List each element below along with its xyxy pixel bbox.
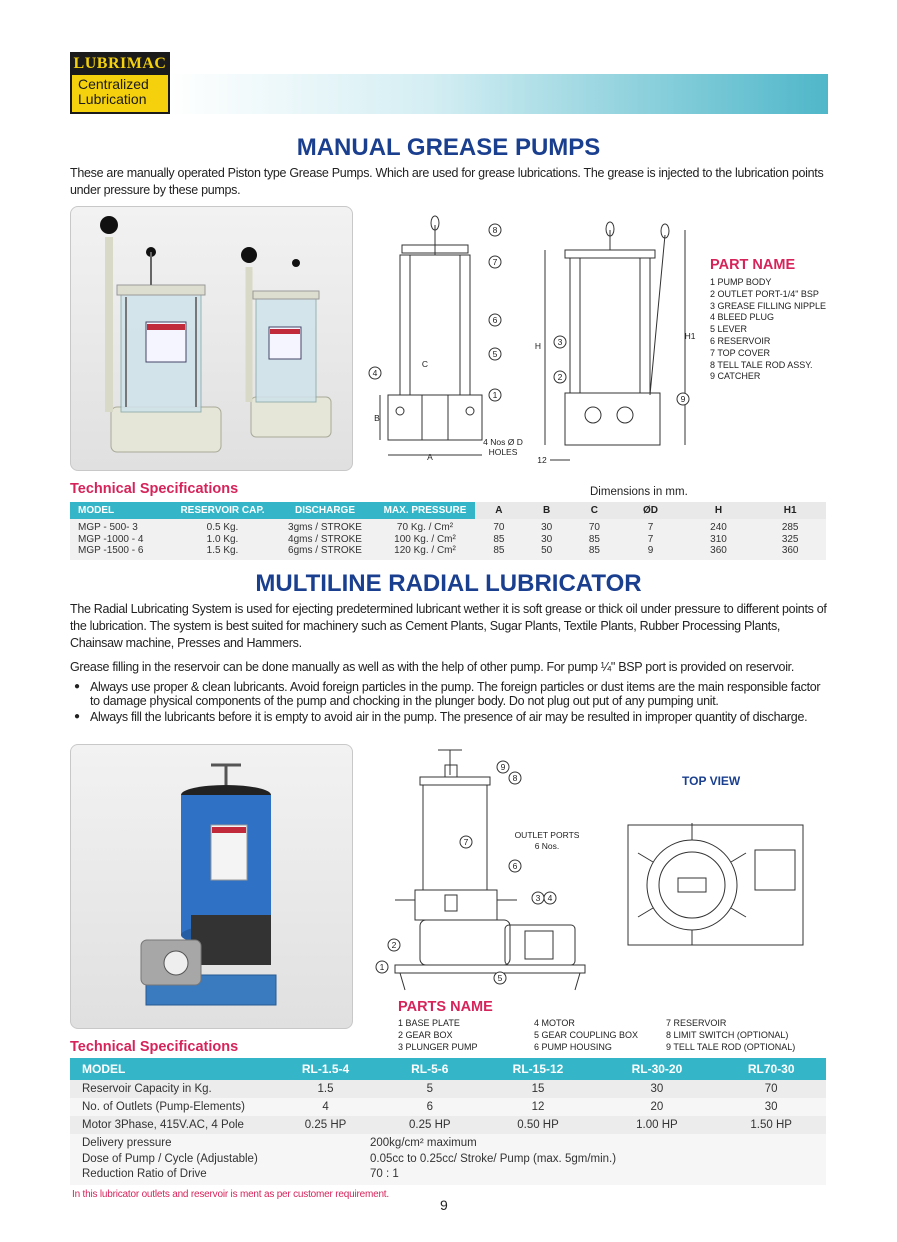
dim-h1-label: H1 — [684, 331, 696, 341]
svg-text:1: 1 — [492, 390, 498, 400]
logo-tagline-1: Centralized — [78, 76, 149, 92]
header-gradient-bar — [168, 74, 828, 114]
svg-text:5: 5 — [492, 349, 498, 359]
dim-12-label: 12 — [537, 455, 547, 465]
part-item: 7 TOP COVER — [710, 347, 771, 358]
outlet-ports-label-2: 6 Nos. — [534, 841, 560, 851]
svg-text:7: 7 — [463, 837, 469, 847]
radial-lubricator-photo — [70, 744, 353, 1029]
svg-text:6: 6 — [512, 861, 518, 871]
part-item: 4 MOTOR — [534, 1018, 575, 1028]
manual-pumps-photo — [70, 206, 353, 471]
part-item: 1 PUMP BODY — [710, 277, 772, 287]
part-item: 2 GEAR BOX — [398, 1029, 453, 1040]
radial-lubricator-spec-table — [70, 1058, 826, 1185]
svg-text:8: 8 — [512, 773, 518, 783]
col-pressure: MAX. PRESSURE — [375, 502, 475, 519]
col-rl-30-20: RL-30-20 — [597, 1058, 716, 1080]
svg-text:3: 3 — [557, 337, 563, 347]
svg-text:5: 5 — [497, 973, 503, 983]
col-h: H — [683, 502, 755, 519]
tech-spec-title-1: Technical Specifications — [70, 481, 239, 497]
footnote: In this lubricator outlets and reservoir is ment as per customer requirement. — [72, 1189, 389, 1200]
part-item: 1 BASE PLATE — [398, 1018, 460, 1028]
svg-text:1: 1 — [379, 962, 385, 972]
dimensions-note: Dimensions in mm. — [590, 486, 688, 498]
col-d: ØD — [618, 502, 682, 519]
page-number: 9 — [440, 1197, 448, 1213]
section1-title: MANUAL GREASE PUMPS — [296, 134, 601, 161]
part-item: 8 LIMIT SWITCH (OPTIONAL) — [666, 1029, 789, 1040]
part-item: 2 OUTLET PORT-1/4" BSP — [710, 288, 819, 299]
section2-intro: The Radial Lubricating System is used for ejecting predetermined lubricant wether it is soft grease or thick oil under pressure to different points of the lubrication. The system is best suited for machinery such as Cement Plants, Sugar Plants, Textile Plants, Rubber Processing Plants, Chainsaw machine, Presses and Hammers. — [70, 602, 827, 650]
part-item: 4 BLEED PLUG — [710, 312, 775, 323]
col-rl-1-5-4: RL-1.5-4 — [270, 1058, 381, 1080]
svg-text:9: 9 — [680, 394, 686, 404]
svg-text:6: 6 — [492, 315, 498, 325]
col-discharge: DISCHARGE — [275, 502, 375, 519]
part-item: 3 PLUNGER PUMP — [398, 1041, 478, 1052]
parts-name-list — [398, 1018, 828, 1053]
dim-a-label: A — [427, 452, 433, 462]
svg-text:2: 2 — [391, 940, 397, 950]
col-rl70-30: RL70-30 — [716, 1058, 826, 1080]
part-name-title: PART NAME — [710, 257, 796, 273]
table-row: Motor 3Phase, 415V.AC, 4 Pole 0.25 HP 0.25 HP 0.50 HP 1.00 HP 1.50 HP — [70, 1116, 826, 1134]
filling-note: Grease filling in the reservoir can be done manually as well as with the help of other pump. For pump ¼" BSP port is provided on reservoir. — [70, 660, 795, 674]
part-item: 3 GREASE FILLING NIPPLE — [710, 300, 827, 311]
part-item: 7 RESERVOIR — [666, 1018, 727, 1028]
col-rl-5-6: RL-5-6 — [381, 1058, 478, 1080]
dim-c-label: C — [421, 359, 429, 369]
col-model: MODEL — [70, 1058, 270, 1080]
svg-text:7: 7 — [492, 257, 498, 267]
part-item: 9 CATCHER — [710, 371, 761, 382]
holes-label-1: 4 Nos Ø D — [483, 437, 523, 447]
part-item: 8 TELL TALE ROD ASSY. — [710, 359, 813, 370]
svg-text:4: 4 — [547, 893, 553, 903]
holes-label-2: HOLES — [488, 447, 518, 457]
part-item: 9 TELL TALE ROD (OPTIONAL) — [666, 1041, 796, 1052]
svg-text:4: 4 — [372, 368, 378, 378]
outlet-ports-label-1: OUTLET PORTS — [514, 830, 580, 840]
logo-brand: LUBRIMAC — [72, 54, 168, 75]
top-view-label: TOP VIEW — [682, 774, 741, 788]
radial-lubricator-drawing — [370, 745, 830, 1000]
part-item: 6 RESERVOIR — [710, 335, 771, 346]
table-row: No. of Outlets (Pump-Elements) 4 6 12 20 30 — [70, 1098, 826, 1116]
part-item: 5 LEVER — [710, 324, 748, 335]
bullet-list — [74, 680, 830, 724]
section1-intro: These are manually operated Piston type Grease Pumps. Which are used for grease lubrications. The grease is injected to the lubrication points under pressure by these pumps. — [70, 166, 824, 197]
part-item: 6 PUMP HOUSING — [534, 1041, 612, 1052]
svg-text:9: 9 — [500, 762, 506, 772]
brand-logo — [70, 52, 170, 114]
col-rl-15-12: RL-15-12 — [479, 1058, 598, 1080]
tech-spec-title-2: Technical Specifications — [70, 1039, 239, 1055]
logo-tagline-2: Lubrication — [78, 91, 147, 107]
part-item: 5 GEAR COUPLING BOX — [534, 1029, 639, 1040]
col-c: C — [571, 502, 619, 519]
col-b: B — [523, 502, 571, 519]
dim-h-label: H — [534, 341, 542, 351]
col-reservoir: RESERVOIR CAP. — [170, 502, 275, 519]
svg-text:2: 2 — [557, 372, 563, 382]
manual-pump-drawing — [360, 215, 710, 475]
col-h1: H1 — [754, 502, 826, 519]
table-row: Delivery pressure Dose of Pump / Cycle (Adjustable) Reduction Ratio of Drive 200kg/cm² maximum 0.05cc to 0.25cc/ Stroke/ Pump (max. 5gm/min.) 70 : 1 — [70, 1134, 826, 1185]
section2-title: MULTILINE RADIAL LUBRICATOR — [255, 570, 642, 597]
svg-text:8: 8 — [492, 225, 498, 235]
parts-name-title: PARTS NAME — [398, 999, 493, 1015]
list-item: ● Always use proper & clean lubricants. Avoid foreign particles in the pump. The foreign particles or dust items are the main responsible factor to damage physical components of the pump and chocking in the plunger body. Do not plug out put of any pumping unit. — [74, 680, 821, 708]
col-a: A — [475, 502, 523, 519]
svg-text:3: 3 — [535, 893, 541, 903]
part-name-list — [710, 277, 830, 383]
table-row: Reservoir Capacity in Kg. 1.5 5 15 30 70 — [70, 1080, 826, 1098]
list-item: ● Always fill the lubricants before it is empty to avoid air in the pump. The presence of air may be resulted in improper quantity of discharge. — [74, 710, 808, 724]
dim-b-label: B — [374, 413, 380, 423]
table-row: MGP - 500- 3 MGP -1000 - 4 MGP -1500 - 6 0.5 Kg. 1.0 Kg. 1.5 Kg. 3gms / STROKE 4gms / STROKE 6gms / STROKE 70 Kg. / Cm² 100 Kg. / Cm² 120 Kg. / Cm² 70 85 85 30 30 50 70 85 85 7 7 9 240 310 360 285 325 360 — [70, 519, 826, 560]
col-model: MODEL — [70, 502, 170, 519]
manual-pump-spec-table — [70, 502, 826, 560]
